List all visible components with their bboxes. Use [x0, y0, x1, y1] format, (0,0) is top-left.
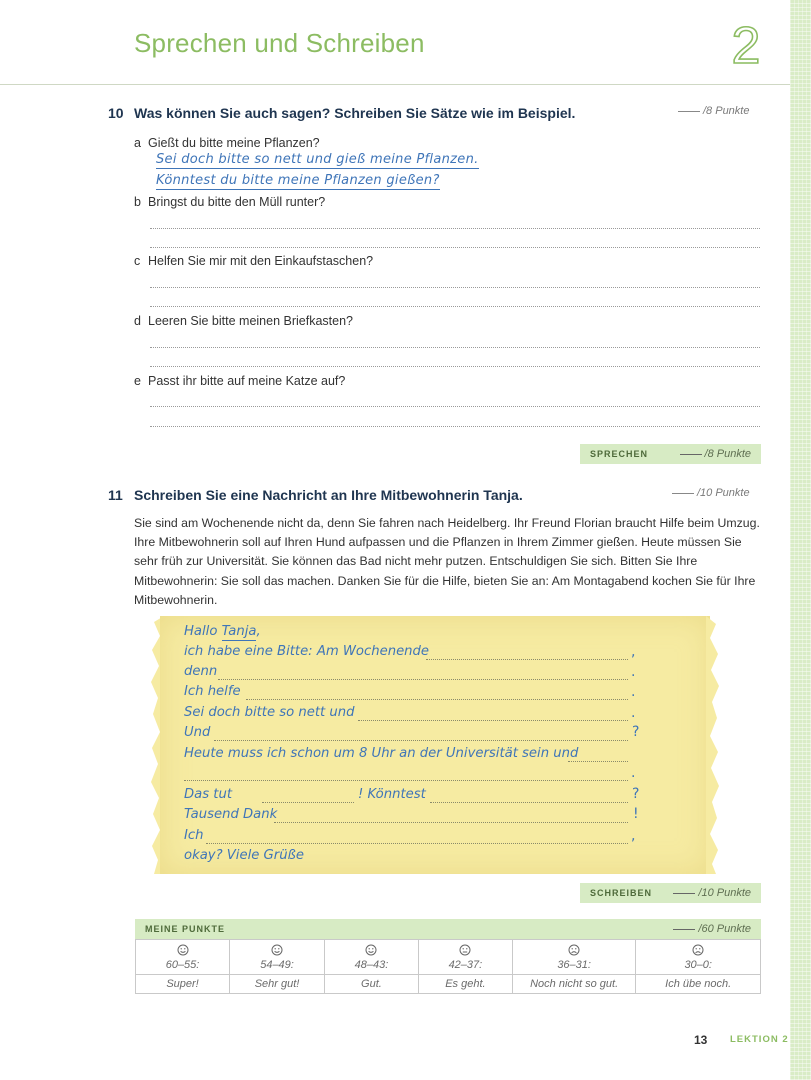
score-range: 48–43: [354, 958, 389, 971]
frown-icon [692, 944, 704, 956]
answer-line[interactable] [150, 247, 760, 248]
score-rating: Es geht. [418, 975, 512, 994]
punct-dot: . [631, 705, 636, 721]
exercise-11-points: /10 Punkte [672, 487, 750, 499]
meine-punkte-header: MEINE PUNKTE /60 Punkte [135, 919, 761, 939]
note-line-6: Heute muss ich schon um 8 Uhr an der Universität sein und [184, 746, 579, 761]
score-cell [636, 940, 761, 975]
note-blank[interactable] [206, 843, 628, 844]
punct-dot: . [631, 664, 636, 680]
punct-dot: . [631, 765, 636, 781]
example-answer-1: Sei doch bitte so nett und gieß meine Pflanzen. [156, 152, 479, 167]
task-description: Sie sind am Wochenende nicht da, denn Sie fahren nach Heidelberg. Ihr Freund Florian braucht Hilfe beim Umzug. Ihre Mitbewohnerin soll auf Ihren Hund aufpassen und die Pflanzen in Ihrem Zimmer gießen. Heute müssen Sie sehr früh zur Universität. Sie können das Bad nicht mehr putzen. Entschuldigen Sie sich. Bitten Sie Ihre Mitbewohnerin: Sie soll das machen. Danken Sie für die Hilfe, bieten Sie an: Am Montagabend kochen Sie für Ihre Mitbewohnerin. [134, 516, 760, 607]
sprechen-score-box: SPRECHEN /8 Punkte [580, 444, 761, 464]
score-range: 54–49: [260, 958, 294, 971]
punct-comma: , [631, 828, 636, 844]
note-blank[interactable] [218, 679, 628, 680]
answer-line[interactable] [150, 366, 760, 367]
note-blank[interactable] [246, 699, 628, 700]
svg-text:2: 2 [731, 17, 761, 74]
score-cell [136, 940, 230, 975]
score-range: 60–55: [165, 958, 200, 971]
answer-line[interactable] [150, 426, 760, 427]
score-rating: Noch nicht so gut. [512, 975, 636, 994]
answer-line[interactable] [150, 287, 760, 288]
score-rating: Sehr gut! [230, 975, 325, 994]
smile-icon [177, 944, 189, 956]
smile-icon [365, 944, 377, 956]
exercise-10-title: Was können Sie auch sagen? Schreiben Sie Sätze wie im Beispiel. [134, 105, 576, 121]
score-cell [418, 940, 512, 975]
neutral-icon [459, 944, 471, 956]
note-line-10: Ich [184, 828, 204, 843]
score-rating: Ich übe noch. [636, 975, 761, 994]
score-range: 30–0: [684, 958, 712, 971]
note-line-11: okay? Viele Grüße [184, 848, 304, 863]
item-a: a Gießt du bitte meine Pflanzen? [134, 136, 320, 150]
punct-comma: , [631, 644, 636, 660]
lektion-label: LEKTION 2 [730, 1034, 789, 1045]
item-c: c Helfen Sie mir mit den Einkaufstaschen? [134, 254, 374, 268]
score-table [135, 939, 761, 994]
score-range: 42–37: [448, 958, 483, 971]
schreiben-score-box: SCHREIBEN /10 Punkte [580, 883, 761, 903]
item-b: b Bringst du bitte den Müll runter? [134, 195, 326, 209]
note-blank[interactable] [214, 740, 628, 741]
score-range: 36–31: [557, 958, 591, 971]
note-line-3: Ich helfe [184, 684, 241, 699]
score-rating: Gut. [325, 975, 419, 994]
answer-line[interactable] [150, 406, 760, 407]
note-blank[interactable] [274, 822, 628, 823]
note-greeting: Hallo Tanja, [184, 624, 261, 639]
item-d: d Leeren Sie bitte meinen Briefkasten? [134, 314, 353, 328]
punct-question: ? [632, 786, 640, 802]
note-line-2: denn [184, 664, 218, 679]
note-blank[interactable] [426, 659, 628, 660]
exercise-10-points: /8 Punkte [678, 105, 749, 117]
punct-exclamation: ! [633, 806, 639, 822]
smile-icon [271, 944, 283, 956]
note-blank[interactable] [568, 761, 628, 762]
note-blank[interactable] [430, 802, 628, 803]
page-title: Sprechen und Schreiben [134, 28, 425, 58]
answer-line[interactable] [150, 228, 760, 229]
punct-question: ? [632, 724, 640, 740]
page-edge-strip [790, 0, 811, 1080]
note-line-1: ich habe eine Bitte: Am Wochenende [184, 644, 430, 659]
score-rating: Super! [136, 975, 230, 994]
note-line-4: Sei doch bitte so nett und [184, 705, 355, 720]
note-line-8b: ! Könntest [358, 787, 426, 802]
note-line-9: Tausend Dank [184, 807, 278, 822]
answer-line[interactable] [150, 347, 760, 348]
exercise-11-number: 11 [108, 487, 123, 503]
note-line-5: Und [184, 725, 211, 740]
score-cell [325, 940, 419, 975]
exercise-10-number: 10 [108, 105, 124, 121]
note-blank[interactable] [184, 780, 628, 781]
page-number: 13 [694, 1033, 708, 1047]
example-answer-2: Könntest du bitte meine Pflanzen gießen? [156, 173, 440, 188]
header-divider [0, 84, 790, 85]
note-line-8a: Das tut [184, 787, 232, 802]
chapter-number [726, 16, 766, 74]
answer-line[interactable] [150, 306, 760, 307]
note-torn-edge-right [706, 616, 722, 874]
frown-icon [568, 944, 580, 956]
note-blank[interactable] [262, 802, 354, 803]
score-cell [512, 940, 636, 975]
score-cell [230, 940, 325, 975]
item-e: e Passt ihr bitte auf meine Katze auf? [134, 374, 346, 388]
exercise-11-title: Schreiben Sie eine Nachricht an Ihre Mitbewohnerin Tanja. [134, 487, 523, 503]
punct-dot: . [631, 684, 636, 700]
note-blank[interactable] [358, 720, 628, 721]
